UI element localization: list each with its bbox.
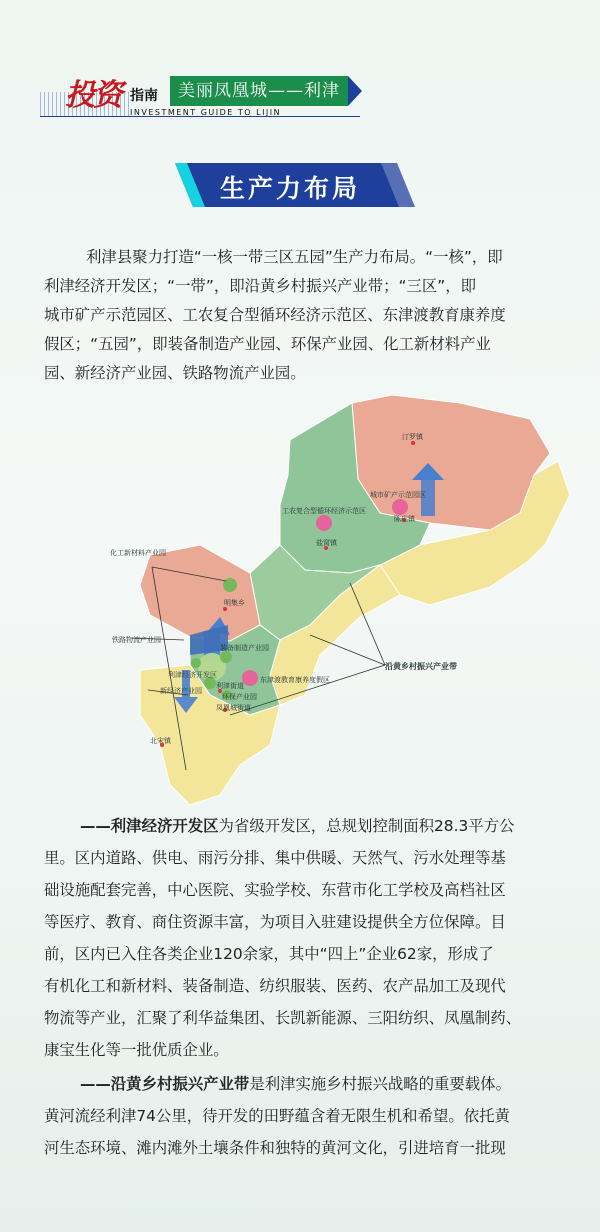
map-label-mingji: 明集乡: [224, 599, 245, 607]
p1-line-4: 等医疗、教育、商住资源丰富，为项目入驻建设提供全方位保障。目: [44, 913, 506, 931]
p1-line-6: 有机化工和新材料、装备制造、纺织服装、医药、农产品加工及现代: [44, 977, 506, 995]
map-label-chenzhuang: 陈庄镇: [394, 515, 415, 523]
intro-line-5: 园、新经济产业园、铁路物流产业园。: [44, 364, 306, 382]
map-marker-chengshi: [392, 499, 408, 515]
tagline-arrow-icon: [348, 76, 362, 106]
map-label-gongnong: 工农复合型循环经济示范区: [282, 507, 366, 515]
p1-line-3: 础设施配套完善，中心医院、实验学校、东营市化工学校及高档社区: [44, 881, 506, 899]
p1-line-1: [80, 812, 514, 841]
intro-line-4: 假区；“五园”，即装备制造产业园、环保产业园、化工新材料产业: [44, 335, 491, 353]
productivity-layout-map: [110, 395, 570, 815]
p1-line-1-text: 为省级开发区，总规划控制面积28.3平方公: [218, 817, 515, 835]
map-label-yanwo: 盐窝镇: [316, 539, 337, 547]
tagline-bar: [170, 76, 348, 106]
map-label-xinjingji: 新经济产业园: [160, 687, 202, 695]
p1-line-5: 前，区内已入住各类企业120余家，其中“四上”企业62家，形成了: [44, 945, 494, 963]
intro-line-1: 利津县聚力打造“一核一带三区五园”生产力布局。“一核”，即: [86, 248, 503, 266]
map-label-yanhuang: 沿黄乡村振兴产业带: [385, 662, 457, 671]
map-region-northeast: [352, 395, 550, 530]
map-marker-dongjindu: [242, 670, 258, 686]
map-label-zhuangbei: 装备制造产业园: [220, 644, 269, 652]
intro-line-3: 城市矿产示范园区、工农复合型循环经济示范区、东津渡教育康养度: [44, 306, 506, 324]
map-marker-huagong: [223, 578, 237, 592]
p2-line-1-text: 是利津实施乡村振兴战略的重要载体。: [249, 1075, 511, 1093]
map-label-huagong: 化工新材料产业园: [110, 549, 166, 557]
map-marker-gongnong: [316, 515, 332, 531]
map-label-lijin-town: 利津街道: [216, 682, 244, 690]
map-label-fengcheng: 凤凰城街道: [216, 704, 251, 712]
brand-logo-text: 投资: [65, 78, 121, 113]
p2-line-3: 河生态环境、滩内滩外土壤条件和独特的黄河文化，引进培育一批现: [44, 1139, 506, 1157]
brand-english: INVESTMENT GUIDE TO LIJIN: [130, 108, 282, 117]
p1-line-7: 物流等产业，汇聚了利华益集团、长凯新能源、三阳纺织、凤凰制药、: [44, 1009, 522, 1027]
map-label-dingzhuang: 汀罗镇: [402, 433, 423, 441]
p1-heading: ——利津经济开发区: [80, 817, 219, 835]
intro-line-2: 利津经济开发区；“一带”，即沿黄乡村振兴产业带；“三区”，即: [44, 277, 477, 295]
map-label-kaifaqu: 利津经济开发区: [168, 671, 217, 679]
header-divider: [40, 116, 360, 117]
p2-line-1: [80, 1070, 511, 1099]
map-region-west: [140, 545, 260, 641]
map-label-huanbao: 环保产业园: [222, 693, 257, 701]
map-label-dongjindu: 东津渡教育康养度假区: [260, 676, 330, 684]
section-title: 生产力布局: [220, 174, 361, 203]
map-label-chengshi-kuangchan: 城市矿产示范园区: [370, 491, 426, 499]
p1-line-2: 里。区内道路、供电、雨污分排、集中供暖、天然气、污水处理等基: [44, 849, 506, 867]
tagline-text: 美丽凤凰城——利津: [178, 81, 340, 101]
p2-line-2: 黄河流经利津74公里，待开发的田野蕴含着无限生机和希望。依托黄: [44, 1107, 510, 1125]
map-label-tielu: 铁路物流产业园: [112, 636, 161, 644]
p1-line-8: 康宝生化等一批优质企业。: [44, 1041, 229, 1059]
map-label-beisong: 北宋镇: [150, 737, 171, 745]
brand-subtitle: 指南: [130, 88, 158, 104]
p2-heading: ——沿黄乡村振兴产业带: [80, 1075, 250, 1093]
